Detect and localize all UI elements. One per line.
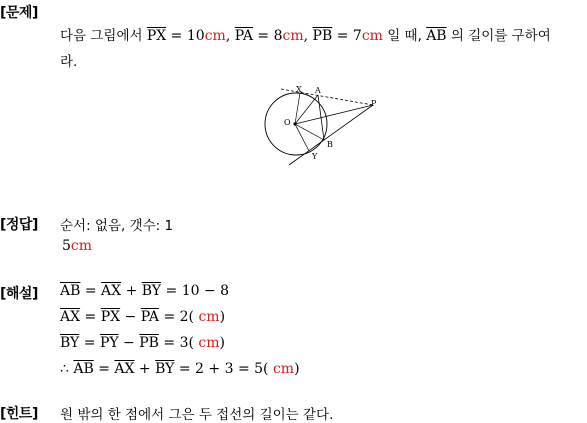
hint-text: 원 밖의 한 점에서 그은 두 접선의 길이는 같다. (60, 407, 334, 423)
center-point (293, 122, 296, 125)
problem-text-line1: 다음 그림에서 $\overline{PX} = 10cm$, $\overline{PA} = 8cm$, $\overline{PB} = 7cm$ 일 때, $\overline{AB}$ 의 길이를 구하여 (60, 28, 551, 44)
problem-text-line2: 라. (60, 54, 78, 70)
label-y: Y (312, 152, 318, 161)
answer-value: 5cm (62, 238, 93, 254)
answer-info: 순서: 없음, 갯수: 1 (60, 218, 174, 234)
segment-px: $\overline{PX}$ (146, 28, 167, 44)
tangent-px (281, 89, 373, 105)
segment-ab: $\overline{AB}$ (426, 28, 447, 44)
solution-line-2: $\overline{AX} = \overline{PX} - \overline{PA} = 2$( cm) (60, 309, 226, 325)
solution-line-3: $\overline{BY} = \overline{PY} - \overline{PB} = 3$( cm) (60, 335, 226, 351)
segment-oa (295, 95, 318, 124)
label-x: X (296, 85, 302, 94)
tangent-py (289, 105, 373, 165)
problem-label: [문제] (0, 5, 38, 21)
segment-op (295, 105, 373, 124)
solution-label: [해설] (0, 286, 38, 302)
label-b: B (327, 140, 333, 149)
solution-line-4: ∴ $\overline{AB} = \overline{AX} + \overline{BY} = 2 + 3 = 5$( cm) (60, 361, 300, 377)
tangent-figure (255, 82, 385, 172)
solution-line-1: $\overline{AB} = \overline{AX} + \overline{BY} = 10 - 8$ (60, 283, 230, 299)
segment-pb: $\overline{PB}$ (312, 28, 333, 44)
segment-ox (295, 93, 300, 124)
answer-label: [정답] (0, 217, 38, 233)
hint-label: [힌트] (0, 406, 38, 422)
label-p: P (371, 99, 377, 108)
segment-pa: $\overline{PA}$ (234, 28, 253, 44)
label-a: A (315, 86, 321, 95)
label-o: O (284, 118, 291, 127)
